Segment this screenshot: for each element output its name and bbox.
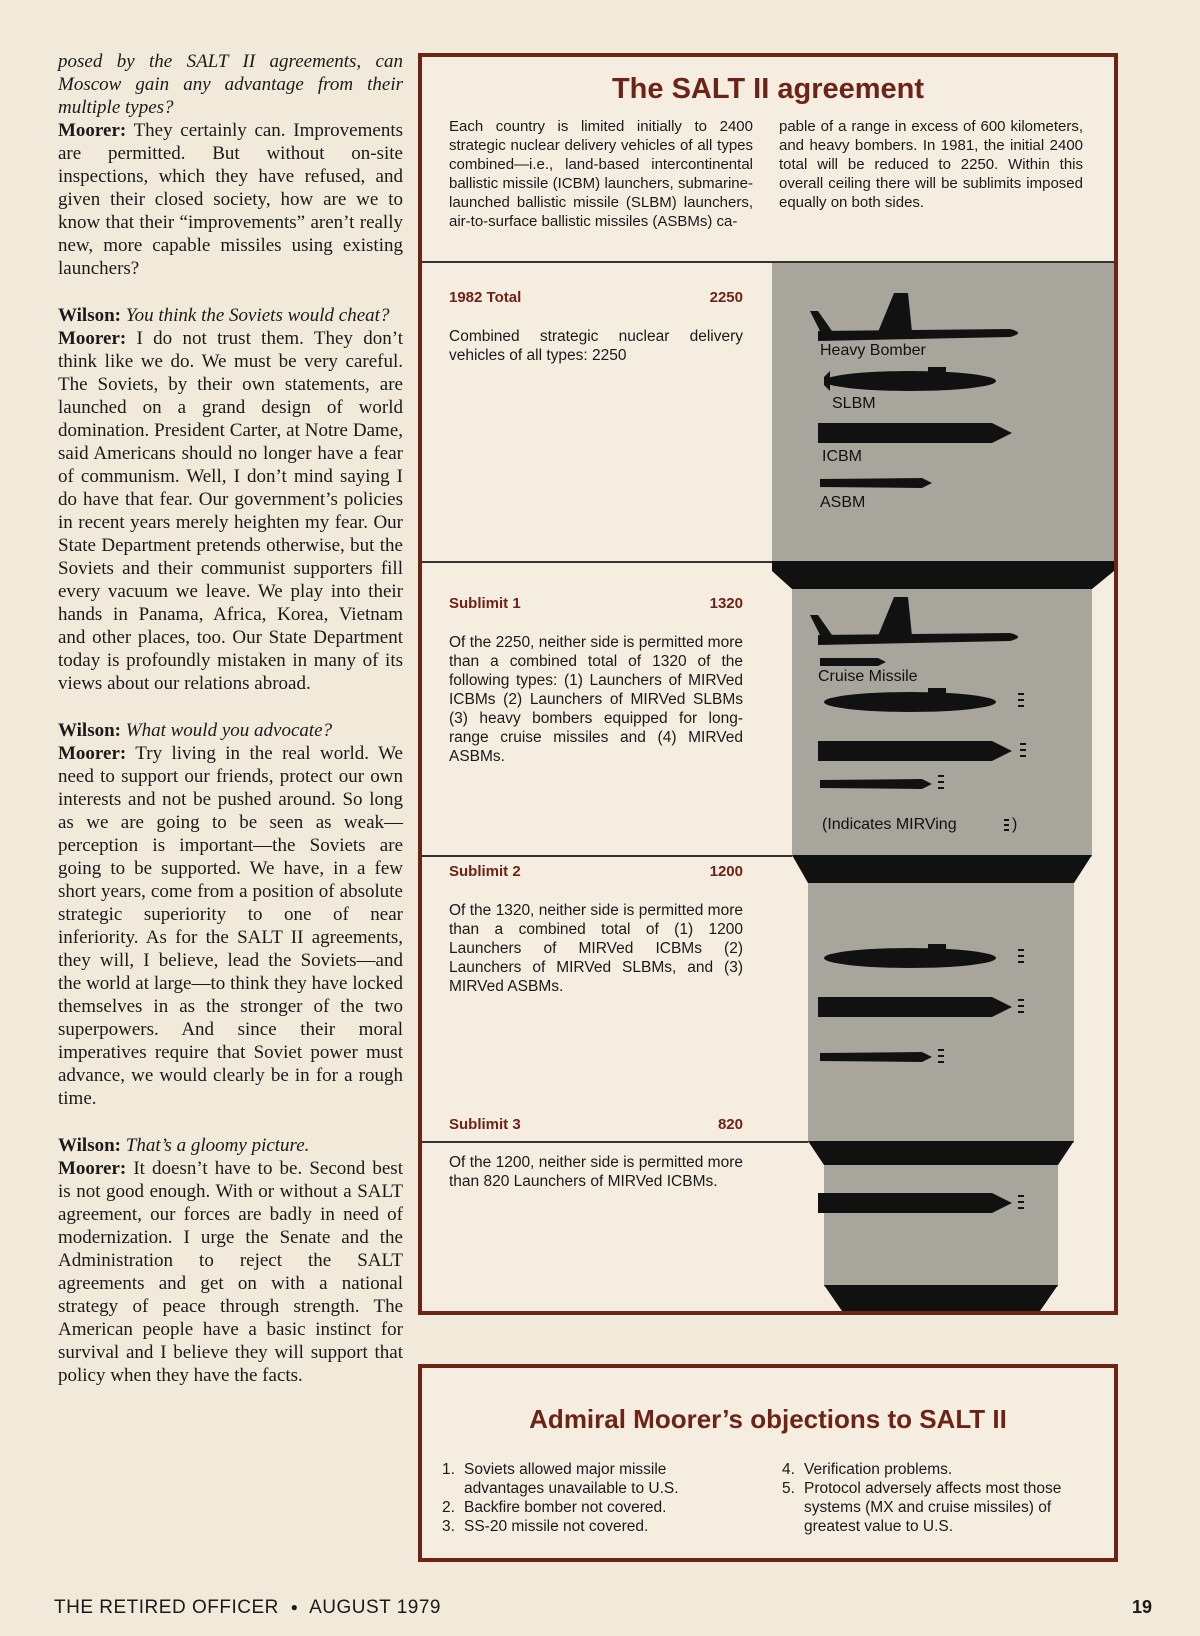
list-number: 2. xyxy=(442,1499,455,1516)
answer-text: Try living in the real world. We need to support our friends, protect our own interests and not be pushed around. So long as we are going to be seen as weak—perception is important—the Soviets are going to be supported. We have, in a few short years, come from a position of absolute strategic superiority to one of near inferiority. As for the SALT II agreements, they will, I believe, lead the Soviets—and the world at large—to think they have locked themselves in as the stronger of the two superpowers. And since their moral imperatives require that Soviet power must advance, we would clearly be in for a rough time. xyxy=(58,743,403,1109)
weapon-label: Cruise Missile xyxy=(818,668,918,685)
section-number: 820 xyxy=(717,1116,743,1133)
list-item-text: Backfire bomber not covered. xyxy=(464,1499,667,1516)
section-text: Of the 1320, neither side is permitted more than a combined total of (1) 1200 Launchers of MIRVed ICBMs (2) Launchers of MIRVed SLBMs, and (3) MIRVed ASBMs. xyxy=(449,902,743,995)
list-item xyxy=(782,1479,1092,1536)
section-label xyxy=(449,595,743,612)
section-divider xyxy=(422,855,792,857)
panel-sublimit-3 xyxy=(824,1165,1058,1287)
objections-list-left xyxy=(442,1460,732,1536)
speaker-label: Wilson: xyxy=(58,1135,122,1156)
section-number: 1200 xyxy=(709,863,743,880)
icbm-icon xyxy=(818,423,1012,443)
footer-publication-line xyxy=(54,1597,441,1619)
funnel-band xyxy=(824,1285,1058,1311)
section-text: Of the 2250, neither side is permitted more than a combined total of 1320 of the following types: (1) Launchers of MIRVed ICBMs (2) Launchers of MIRVed SLBMs (3) heavy bombers equipped for long-range cruise missiles and (4) MIRVed ASBMs. xyxy=(449,634,743,765)
mirv-legend-label: ) xyxy=(1012,816,1018,833)
section-label xyxy=(449,289,743,306)
funnel-band xyxy=(808,1141,1074,1165)
list-number: 4. xyxy=(782,1461,795,1478)
answer-text: I do not trust them. They don’t think like we do. We must be very careful. The Soviets, by their own statements, are launched on a grand design of world domination. President Carter, at Notre Dame, said Americans should no longer have a fear of communism. Well, I don’t mind saying I do have that fear. Our government’s policies in recent years merely heighten my fear. Our State Department pretends otherwise, but the Soviets and their communist supporters fill every vacuum we leave. We play into their hands in Panama, Africa, Korea, Vietnam and other places, too. Our State Department today is profoundly mistaken in many of its views about our relations abroad. xyxy=(58,328,403,694)
section-label-text: Sublimit 1 xyxy=(449,595,521,612)
asbm-icon xyxy=(820,1052,932,1062)
icbm-icon xyxy=(818,741,1012,761)
speaker-label: Moorer: xyxy=(58,120,127,141)
list-number: 1. xyxy=(442,1461,455,1478)
question-text: What would you advocate? xyxy=(121,720,333,741)
asbm-icon xyxy=(820,478,932,488)
list-item xyxy=(442,1498,732,1517)
salt-box-title: The SALT II agreement xyxy=(611,73,925,105)
question-text: You think the Soviets would cheat? xyxy=(121,305,390,326)
list-item-text: Protocol adversely affects most those systems (MX and cruise missiles) of greatest value to U.S. xyxy=(804,1480,1062,1535)
funnel-band xyxy=(792,855,1092,883)
weapon-label: Heavy Bomber xyxy=(820,342,926,359)
speaker-label: Moorer: xyxy=(58,1158,127,1179)
list-number: 3. xyxy=(442,1518,455,1535)
question-text: posed by the SALT II agreements, can Moscow gain any advantage from their multiple types? xyxy=(58,51,403,118)
answer-text: It doesn’t have to be. Second best is not good enough. With or without a SALT agreement, our forces are badly in need of modernization. I urge the Senate and the Administration to reject the SALT agreements and get on with a national strategy of peace through strength. The American people have a basic instinct for survival and I believe they will support that policy when they have the facts. xyxy=(58,1158,403,1386)
objections-box xyxy=(418,1364,1118,1562)
interview-column xyxy=(58,50,403,1411)
speaker-label: Moorer: xyxy=(58,328,127,349)
speaker-label: Moorer: xyxy=(58,743,127,764)
speaker-label: Wilson: xyxy=(58,305,122,326)
salt-ii-box xyxy=(418,53,1118,1315)
icbm-icon xyxy=(818,1193,1012,1213)
section-divider xyxy=(422,561,772,563)
speaker-label: Wilson: xyxy=(58,720,122,741)
list-item xyxy=(442,1517,732,1536)
section-number: 2250 xyxy=(709,289,743,306)
interview-paragraph xyxy=(58,1134,403,1387)
publication-name: THE RETIRED OFFICER xyxy=(54,1597,279,1618)
objections-list-right xyxy=(782,1460,1092,1536)
weapon-label: ASBM xyxy=(820,494,866,511)
mirv-legend-label: (Indicates MIRVing xyxy=(822,816,957,833)
interview-paragraph xyxy=(58,50,403,280)
answer-text: They certainly can. Improvements are permitted. But without on-site inspections, which they have refused, and given their closed society, how are we to know that their “improvements” aren’t really new, more capable missiles using existing launchers? xyxy=(58,120,403,279)
section-label-text: 1982 Total xyxy=(449,289,522,306)
salt-intro-left: Each country is limited initially to 2400 strategic nuclear delivery vehicles of all types combined—i.e., land-based intercontinental ballistic missile (ICBM) launchers, submarine-launched ballistic missile (SLBM) launchers, air-to-surface ballistic missiles (ASBMs) ca- xyxy=(449,118,753,230)
section-text: Of the 1200, neither side is permitted more than 820 Launchers of MIRVed ICBMs. xyxy=(449,1154,743,1190)
section-divider xyxy=(422,1141,808,1143)
objections-title: Admiral Moorer’s objections to SALT II xyxy=(529,1404,1007,1434)
section-label-text: Sublimit 2 xyxy=(449,863,521,880)
interview-paragraph xyxy=(58,304,403,695)
list-item xyxy=(782,1460,1092,1479)
icbm-icon xyxy=(818,997,1012,1017)
section-label xyxy=(449,863,743,880)
cruise-missile-icon xyxy=(820,658,886,666)
list-item-text: Verification problems. xyxy=(804,1461,953,1478)
list-number: 5. xyxy=(782,1480,795,1497)
list-item-text: SS-20 missile not covered. xyxy=(464,1518,649,1535)
weapon-label: SLBM xyxy=(832,395,876,412)
interview-paragraph xyxy=(58,719,403,1110)
list-item-text: Soviets allowed major missile advantages unavailable to U.S. xyxy=(464,1461,679,1497)
funnel-band xyxy=(772,561,1114,589)
asbm-icon xyxy=(820,779,932,789)
list-item xyxy=(442,1460,732,1498)
section-divider xyxy=(422,261,1114,263)
issue-date: AUGUST 1979 xyxy=(309,1597,441,1618)
question-text: That’s a gloomy picture. xyxy=(121,1135,310,1156)
section-text: Combined strategic nuclear delivery vehicles of all types: 2250 xyxy=(449,328,743,364)
bullet-separator-icon: ● xyxy=(290,1600,299,1614)
section-label-text: Sublimit 3 xyxy=(449,1116,521,1133)
section-label xyxy=(449,1116,743,1133)
salt-intro-right: pable of a range in excess of 600 kilometers, and heavy bombers. In 1981, the initial 2400 total will be reduced to 2250. Within this overall ceiling there will be sublimits imposed equally on both sides. xyxy=(779,118,1083,211)
weapon-label: ICBM xyxy=(822,448,862,465)
section-number: 1320 xyxy=(709,595,743,612)
mirv-legend-icon xyxy=(1004,819,1009,831)
panel-1982-total xyxy=(772,263,1114,563)
page-number: 19 xyxy=(1131,1597,1152,1617)
